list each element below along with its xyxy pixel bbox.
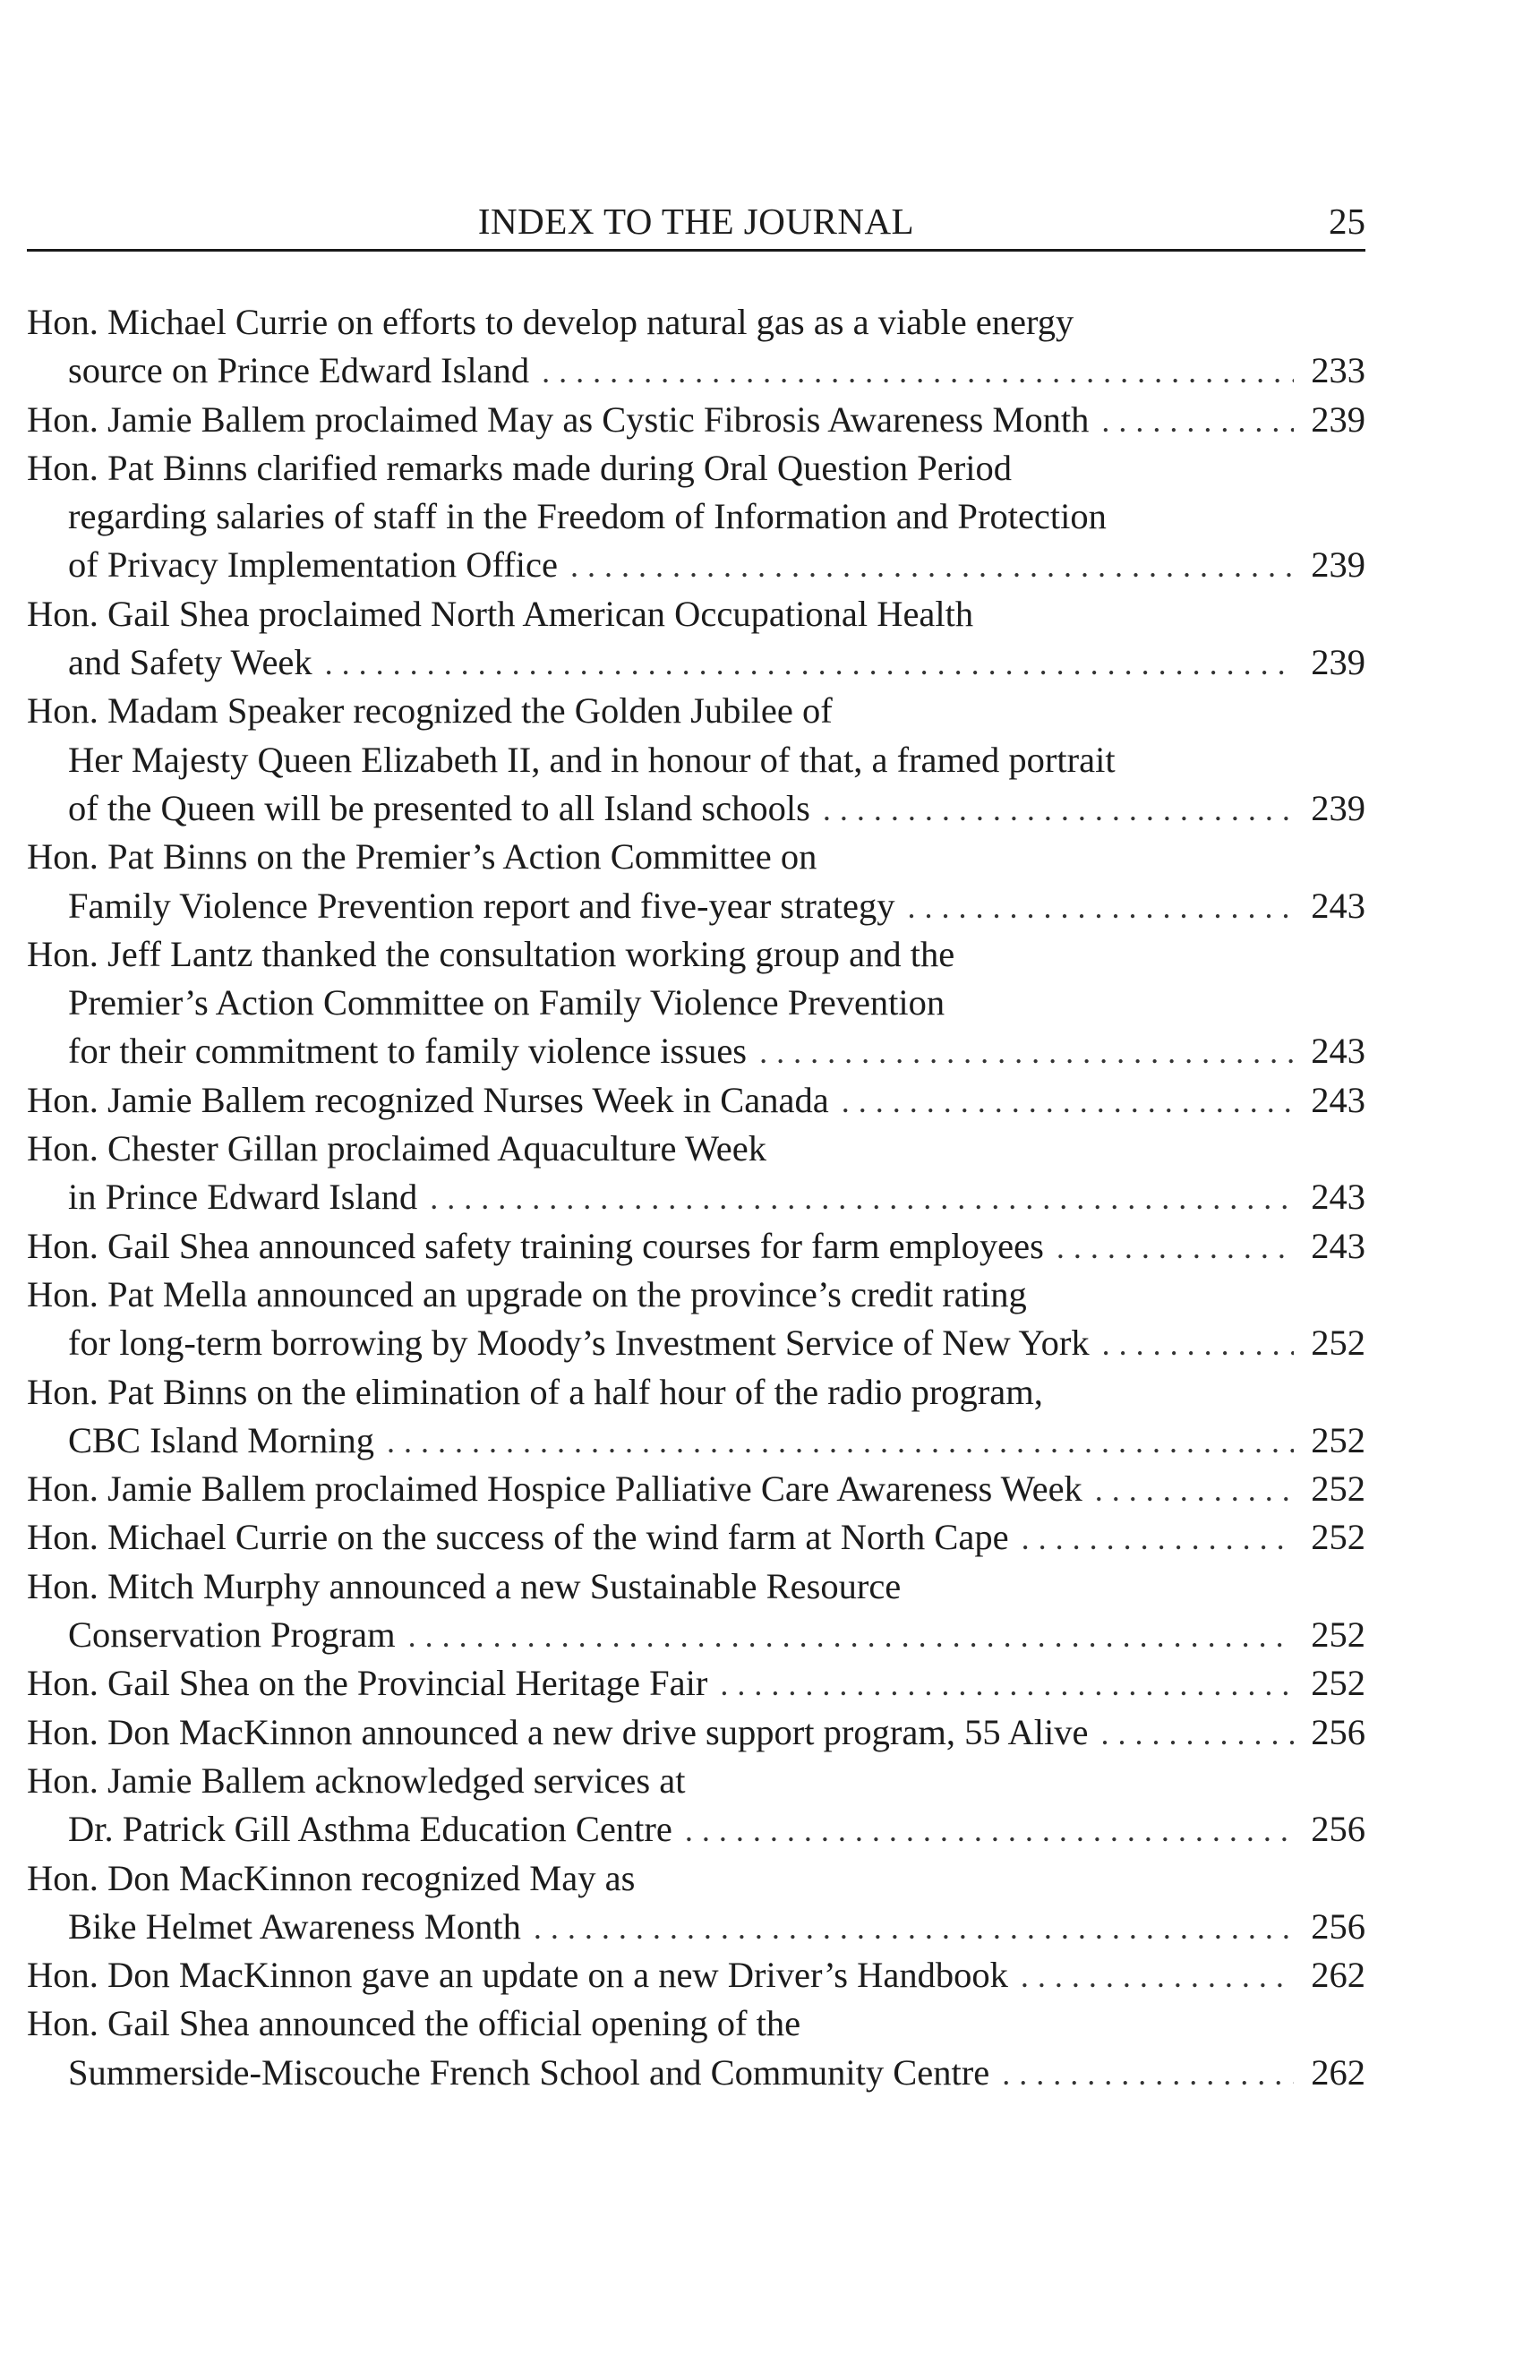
entry-page-number: 239 bbox=[1311, 642, 1365, 683]
entry-page-number: 239 bbox=[1311, 398, 1365, 440]
entry-text: Hon. Jamie Ballem recognized Nurses Week in Canada bbox=[27, 1079, 829, 1120]
index-entry bbox=[27, 1271, 1365, 1368]
entry-text: Hon. Pat Binns clarified remarks made during Oral Question Period bbox=[27, 447, 1013, 488]
dot-leader bbox=[417, 1174, 1294, 1222]
entry-text: Hon. Don MacKinnon gave an update on a new Driver’s Handbook bbox=[27, 1955, 1008, 1996]
entry-text: for long-term borrowing by Moody’s Investment Service of New York bbox=[68, 1323, 1090, 1364]
entry-line bbox=[27, 1513, 1365, 1562]
entry-line bbox=[27, 1125, 1365, 1173]
dot-leader bbox=[895, 883, 1294, 931]
dot-leader bbox=[1090, 1320, 1294, 1368]
entry-line bbox=[27, 590, 1365, 638]
page-number: 25 bbox=[1329, 201, 1365, 242]
entry-text: Conservation Program bbox=[68, 1614, 396, 1656]
entry-text: Hon. Don MacKinnon announced a new drive support program, 55 Alive bbox=[27, 1711, 1089, 1752]
index-entry bbox=[27, 444, 1365, 590]
entry-text: Hon. Gail Shea proclaimed North American Occupational Health bbox=[27, 593, 974, 634]
entry-continuation-line bbox=[27, 492, 1365, 541]
index-entry bbox=[27, 1368, 1365, 1466]
entry-line bbox=[27, 298, 1365, 347]
entry-page-number: 239 bbox=[1311, 787, 1365, 828]
page-header bbox=[27, 195, 1365, 252]
dot-leader bbox=[1089, 397, 1294, 445]
index-entry bbox=[27, 1999, 1365, 2097]
entry-line bbox=[27, 396, 1365, 444]
entry-page-number: 243 bbox=[1311, 1177, 1365, 1218]
entry-text: Hon. Jeff Lantz thanked the consultation working group and the bbox=[27, 933, 955, 974]
dot-leader bbox=[1082, 1466, 1294, 1514]
entry-text: Hon. Chester Gillan proclaimed Aquaculture Week bbox=[27, 1128, 766, 1169]
entry-line bbox=[27, 1562, 1365, 1611]
entry-page-number: 243 bbox=[1311, 1079, 1365, 1120]
entry-text: Hon. Madam Speaker recognized the Golden Jubilee of bbox=[27, 690, 833, 732]
entry-page-number: 256 bbox=[1311, 1711, 1365, 1752]
index-entry bbox=[27, 687, 1365, 833]
entry-line bbox=[27, 1854, 1365, 1903]
entry-page-number: 252 bbox=[1311, 1468, 1365, 1510]
entry-continuation-line bbox=[27, 979, 1365, 1027]
entry-page-number: 256 bbox=[1311, 1809, 1365, 1850]
index-entry bbox=[27, 298, 1365, 396]
dot-leader bbox=[672, 1806, 1294, 1854]
entry-page-number: 239 bbox=[1311, 544, 1365, 586]
entry-text: Hon. Pat Mella announced an upgrade on the province’s credit rating bbox=[27, 1273, 1027, 1314]
entry-line bbox=[27, 1999, 1365, 2048]
entry-text: and Safety Week bbox=[68, 642, 312, 683]
entry-text: Hon. Mitch Murphy announced a new Sustainable Resource bbox=[27, 1565, 902, 1606]
entry-line bbox=[27, 1659, 1365, 1708]
entry-text: Hon. Pat Binns on the elimination of a half hour of the radio program, bbox=[27, 1371, 1043, 1412]
entry-continuation-line bbox=[27, 1805, 1365, 1853]
entry-text: Her Majesty Queen Elizabeth II, and in honour of that, a framed portrait bbox=[68, 739, 1116, 780]
entry-line bbox=[27, 1465, 1365, 1513]
entry-page-number: 233 bbox=[1311, 350, 1365, 391]
entry-text: Hon. Gail Shea on the Provincial Heritage Fair bbox=[27, 1663, 708, 1704]
dot-leader bbox=[747, 1028, 1294, 1076]
entry-line bbox=[27, 1757, 1365, 1805]
entry-text: Hon. Jamie Ballem proclaimed May as Cystic Fibrosis Awareness Month bbox=[27, 398, 1090, 440]
entry-text: regarding salaries of staff in the Freedom of Information and Protection bbox=[68, 496, 1107, 537]
entry-text: of Privacy Implementation Office bbox=[68, 544, 558, 586]
dot-leader bbox=[1089, 1709, 1295, 1758]
index-entry bbox=[27, 1465, 1365, 1513]
entry-continuation-line bbox=[27, 1903, 1365, 1951]
dot-leader bbox=[1044, 1223, 1294, 1271]
entry-line bbox=[27, 444, 1365, 492]
entry-text: Premier’s Action Committee on Family Violence Prevention bbox=[68, 982, 945, 1023]
entry-continuation-line bbox=[27, 1417, 1365, 1465]
entry-text: Hon. Gail Shea announced the official opening of the bbox=[27, 2003, 801, 2044]
entry-text: CBC Island Morning bbox=[68, 1419, 375, 1460]
entry-text: Summerside-Miscouche French School and Community Centre bbox=[68, 2051, 990, 2093]
entry-line bbox=[27, 1951, 1365, 1999]
index-entry bbox=[27, 590, 1365, 688]
index-entry bbox=[27, 1659, 1365, 1708]
entry-text: Dr. Patrick Gill Asthma Education Centre bbox=[68, 1809, 672, 1850]
index-entry bbox=[27, 833, 1365, 930]
dot-leader bbox=[312, 639, 1294, 688]
dot-leader bbox=[558, 542, 1294, 590]
entry-page-number: 252 bbox=[1311, 1517, 1365, 1558]
index-entry bbox=[27, 1854, 1365, 1952]
entry-page-number: 243 bbox=[1311, 1225, 1365, 1266]
dot-leader bbox=[521, 1904, 1294, 1952]
entry-text: Hon. Gail Shea announced safety training courses for farm employees bbox=[27, 1225, 1044, 1266]
entry-text: for their commitment to family violence issues bbox=[68, 1031, 748, 1072]
entry-text: Hon. Michael Currie on the success of the wind farm at North Cape bbox=[27, 1517, 1009, 1558]
index-entry bbox=[27, 1076, 1365, 1125]
entry-continuation-line bbox=[27, 1027, 1365, 1075]
index-entry bbox=[27, 1562, 1365, 1660]
entry-text: in Prince Edward Island bbox=[68, 1177, 418, 1218]
entry-page-number: 262 bbox=[1311, 2051, 1365, 2093]
index-entry bbox=[27, 396, 1365, 444]
entry-line bbox=[27, 1368, 1365, 1417]
entry-continuation-line bbox=[27, 784, 1365, 833]
entry-text: Hon. Jamie Ballem proclaimed Hospice Palliative Care Awareness Week bbox=[27, 1468, 1082, 1510]
entry-continuation-line bbox=[27, 736, 1365, 784]
dot-leader bbox=[396, 1612, 1294, 1660]
entry-line bbox=[27, 833, 1365, 881]
entry-text: Bike Helmet Awareness Month bbox=[68, 1905, 521, 1947]
entry-page-number: 252 bbox=[1311, 1419, 1365, 1460]
entry-continuation-line bbox=[27, 347, 1365, 395]
entry-page-number: 256 bbox=[1311, 1905, 1365, 1947]
entry-line bbox=[27, 930, 1365, 979]
entry-continuation-line bbox=[27, 541, 1365, 589]
entry-page-number: 252 bbox=[1311, 1663, 1365, 1704]
index-entry bbox=[27, 1222, 1365, 1271]
index-entry bbox=[27, 1708, 1365, 1757]
dot-leader bbox=[529, 347, 1294, 396]
entry-text: Hon. Don MacKinnon recognized May as bbox=[27, 1857, 636, 1898]
entry-continuation-line bbox=[27, 1611, 1365, 1659]
index-entry bbox=[27, 1757, 1365, 1854]
entry-page-number: 252 bbox=[1311, 1323, 1365, 1364]
entry-continuation-line bbox=[27, 1319, 1365, 1367]
index-entry bbox=[27, 1125, 1365, 1222]
entry-page-number: 252 bbox=[1311, 1614, 1365, 1656]
entry-page-number: 243 bbox=[1311, 1031, 1365, 1072]
entry-continuation-line bbox=[27, 1173, 1365, 1221]
entry-line bbox=[27, 1222, 1365, 1271]
index-entry bbox=[27, 930, 1365, 1076]
entry-text: Hon. Pat Binns on the Premier’s Action Committee on bbox=[27, 836, 817, 878]
entry-page-number: 262 bbox=[1311, 1955, 1365, 1996]
dot-leader bbox=[810, 785, 1294, 834]
entry-continuation-line bbox=[27, 638, 1365, 687]
entry-text: source on Prince Edward Island bbox=[68, 350, 530, 391]
entry-line bbox=[27, 1076, 1365, 1125]
entry-text: Hon. Michael Currie on efforts to develop natural gas as a viable energy bbox=[27, 302, 1074, 342]
entry-text: of the Queen will be presented to all Island schools bbox=[68, 787, 810, 828]
dot-leader bbox=[989, 2050, 1294, 2098]
entry-page-number: 243 bbox=[1311, 885, 1365, 926]
entry-line bbox=[27, 1708, 1365, 1757]
entry-line bbox=[27, 1271, 1365, 1319]
page-title: INDEX TO THE JOURNAL bbox=[477, 201, 915, 242]
entry-line bbox=[27, 687, 1365, 735]
entry-text: Family Violence Prevention report and five-year strategy bbox=[68, 885, 895, 926]
entry-continuation-line bbox=[27, 882, 1365, 930]
entry-text: Hon. Jamie Ballem acknowledged services at bbox=[27, 1759, 686, 1801]
dot-leader bbox=[1008, 1952, 1294, 2000]
entry-continuation-line bbox=[27, 2049, 1365, 2097]
index-entries bbox=[27, 298, 1365, 2097]
dot-leader bbox=[374, 1417, 1294, 1466]
index-entry bbox=[27, 1513, 1365, 1562]
dot-leader bbox=[829, 1077, 1294, 1126]
index-entry bbox=[27, 1951, 1365, 1999]
dot-leader bbox=[707, 1660, 1294, 1708]
dot-leader bbox=[1009, 1514, 1294, 1562]
